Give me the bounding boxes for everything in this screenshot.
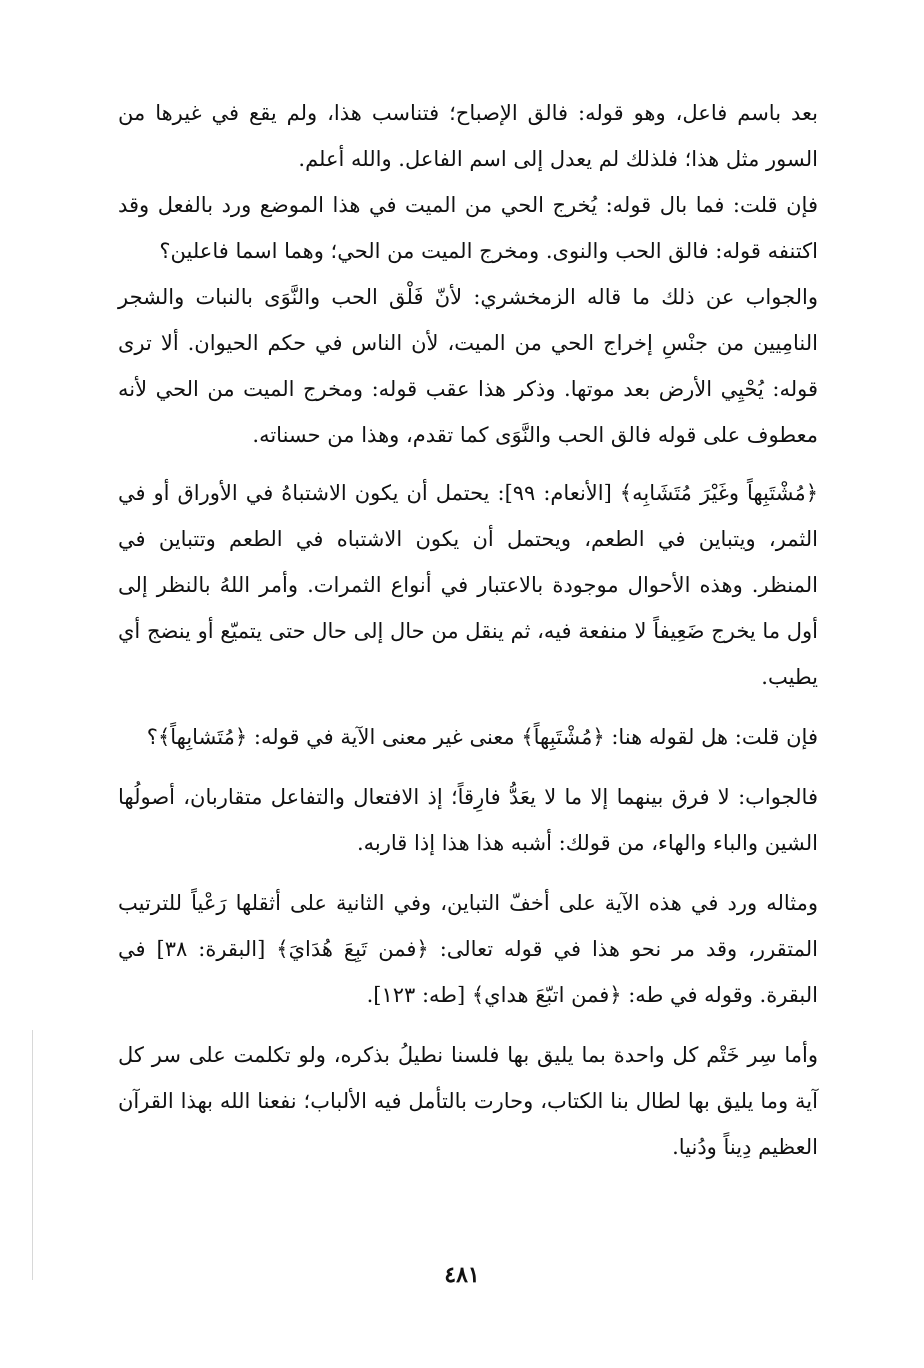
page-number: ٤٨١ bbox=[444, 1262, 480, 1288]
paragraph-1: بعد باسم فاعل، وهو قوله: فالق الإصباح؛ فتناسب هذا، ولم يقع في غيرها من السور مثل هذا؛ فلذلك لم يعدل إلى اسم الفاعل. والله أعلم. bbox=[118, 101, 819, 171]
paragraph-7: ومثاله ورد في هذه الآية على أخفّ التباين، وفي الثانية على أثقلها رَعْياً للترتيب المتقرر، وقد مر نحو هذا في قوله تعالى: ﴿فمن تَبِعَ هُدَايَ﴾ [البقرة: ٣٨] في البقرة. وقوله في طه: ﴿فمن اتبّعَ هداي﴾ [طه: ١٢٣]. bbox=[118, 891, 818, 1007]
body-text bbox=[118, 90, 818, 1170]
paragraph-2: فإن قلت: فما بال قوله: يُخرج الحي من الميت في هذا الموضع ورد بالفعل وقد اكتنفه قوله: فالق الحب والنوى. ومخرج الميت من الحي؛ وهما اسما فاعلين؟ bbox=[118, 193, 818, 263]
paragraph-4: ﴿مُشْتَبِهاً وغَيْرَ مُتَشَابِه﴾ [الأنعام: ٩٩]: يحتمل أن يكون الاشتباهُ في الأوراق أو في الثمر، ويتباين في الطعم، ويحتمل أن يكون الاشتباه في الطعم وتتباين في المنظر. وهذه الأحوال موجودة بالاعتبار في أنواع الثمرات. وأمر اللهُ بالنظر إلى أول ما يخرج ضَعِيفاً لا منفعة فيه، ثم ينقل من حال إلى حال حتى يتميّع أو ينضج أي يطيب. bbox=[118, 481, 819, 689]
paragraph-6: فالجواب: لا فرق بينهما إلا ما لا يعَدُّ فارِقاً؛ إذ الافتعال والتفاعل متقاربان، أصولُها الشين والباء والهاء، من قولك: أشبه هذا هذا إذا قاربه. bbox=[118, 785, 818, 855]
scan-edge-line bbox=[32, 1030, 33, 1280]
paragraph-5: فإن قلت: هل لقوله هنا: ﴿مُشْتَبِهاً﴾ معنى غير معنى الآية في قوله: ﴿مُتَشابِهاً﴾؟ bbox=[146, 725, 818, 749]
paragraph-3: والجواب عن ذلك ما قاله الزمخشري: لأنّ فَلْق الحب والنَّوَى بالنبات والشجر النامِيين من جنْسِ إخراج الحي من الميت، لأن الناس في حكم الحيوان. ألا ترى قوله: يُحْيِي الأرض بعد موتها. وذكر هذا عقب قوله: ومخرج الميت من الحي لأنه معطوف على قوله فالق الحب والنَّوَى كما تقدم، وهذا من حسناته. bbox=[118, 285, 818, 447]
paragraph-8: وأما سِر خَتْم كل واحدة بما يليق بها فلسنا نطيلُ بذكره، ولو تكلمت على سر كل آية وما يليق بها لطال بنا الكتاب، وحارت بالتأمل فيه الألباب؛ نفعنا الله بهذا القرآن العظيم دِيناً ودُنيا. bbox=[118, 1043, 818, 1159]
